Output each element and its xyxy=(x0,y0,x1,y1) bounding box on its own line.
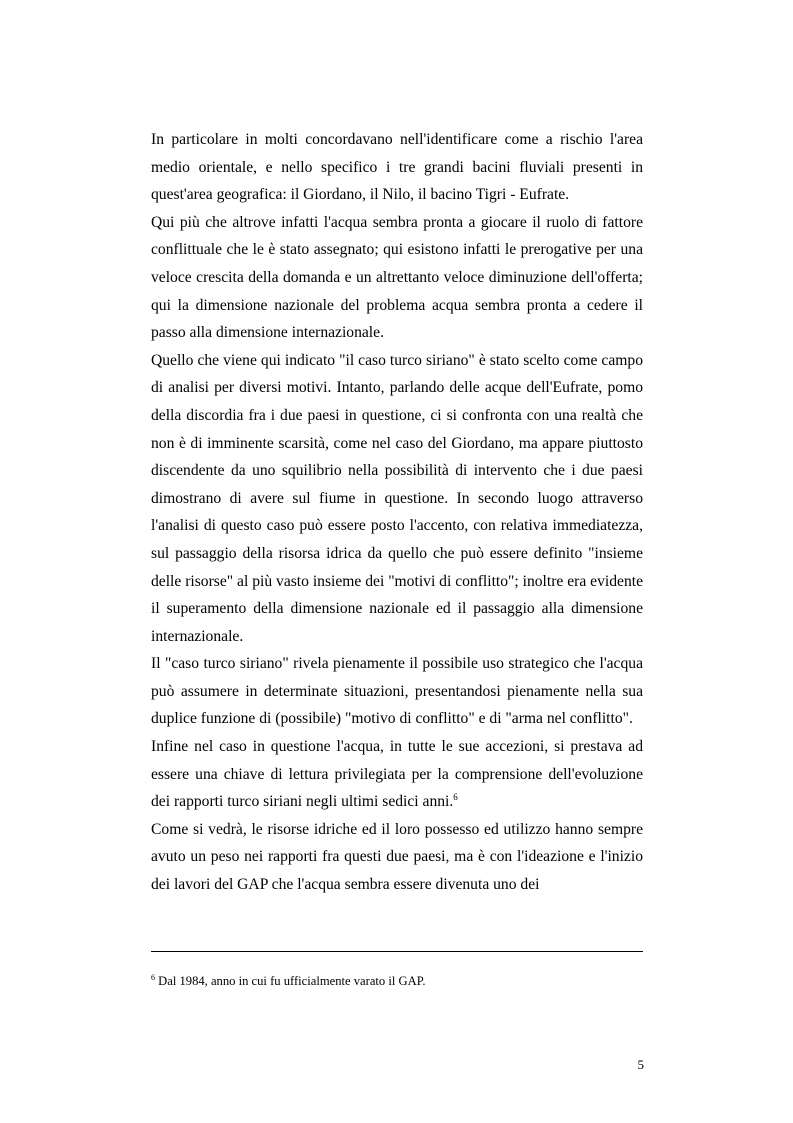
footnote-divider xyxy=(151,951,643,952)
paragraph-3: Quello che viene qui indicato "il caso turco siriano" è stato scelto come campo di analisi per diversi motivi. Intanto, parlando delle acque dell'Eufrate, pomo della discordia fra i due paesi in questione, ci si confronta con una realtà che non è di imminente scarsità, come nel caso del Giordano, ma appare piuttosto discendente da uno squilibrio nella possibilità di intervento che i due paesi dimostrano di avere sul fiume in questione. In secondo luogo attraverso l'analisi di questo caso può essere posto l'accento, con relativa immediatezza, sul passaggio della risorsa idrica da quello che può essere definito "insieme delle risorse" al più vasto insieme dei "motivi di conflitto"; inoltre era evidente il superamento della dimensione nazionale ed il passaggio alla dimensione internazionale. xyxy=(151,351,643,645)
paragraph-1: In particolare in molti concordavano nell'identificare come a rischio l'area medio orientale, e nello specifico i tre grandi bacini fluviali presenti in quest'area geografica: il Giordano, il Nilo, il bacino Tigri - Eufrate. xyxy=(151,131,643,204)
footnote xyxy=(151,972,643,990)
footnote-text: Dal 1984, anno in cui fu ufficialmente varato il GAP. xyxy=(155,974,426,988)
footnote-reference: 6 xyxy=(453,792,458,803)
footnote-number: 6 xyxy=(151,973,155,982)
paragraph-4: Il "caso turco siriano" rivela pienamente il possibile uso strategico che l'acqua può assumere in determinate situazioni, presentandosi pienamente nella sua duplice funzione di (possibile) "motivo di conflitto" e di "arma nel conflitto". xyxy=(151,655,643,728)
paragraph-5 xyxy=(151,733,643,816)
paragraph-6: Come si vedrà, le risorse idriche ed il loro possesso ed utilizzo hanno sempre avuto un peso nei rapporti fra questi due paesi, ma è con l'ideazione e l'inizio dei lavori del GAP che l'acqua sembra essere divenuta uno dei xyxy=(151,820,643,894)
paragraph-5-text: Infine nel caso in questione l'acqua, in tutte le sue accezioni, si prestava ad essere una chiave di lettura privilegiata per la comprensione dell'evoluzione dei rapporti turco siriani negli ultimi sedici anni. xyxy=(151,738,643,811)
paragraph-2: Qui più che altrove infatti l'acqua sembra pronta a giocare il ruolo di fattore conflittuale che le è stato assegnato; qui esistono infatti le prerogative per una veloce crescita della domanda e un altrettanto veloce diminuzione dell'offerta; qui la dimensione nazionale del problema acqua sembra pronta a cedere il passo alla dimensione internazionale. xyxy=(151,213,643,342)
page-number: 5 xyxy=(637,1057,644,1072)
main-text xyxy=(151,126,643,899)
